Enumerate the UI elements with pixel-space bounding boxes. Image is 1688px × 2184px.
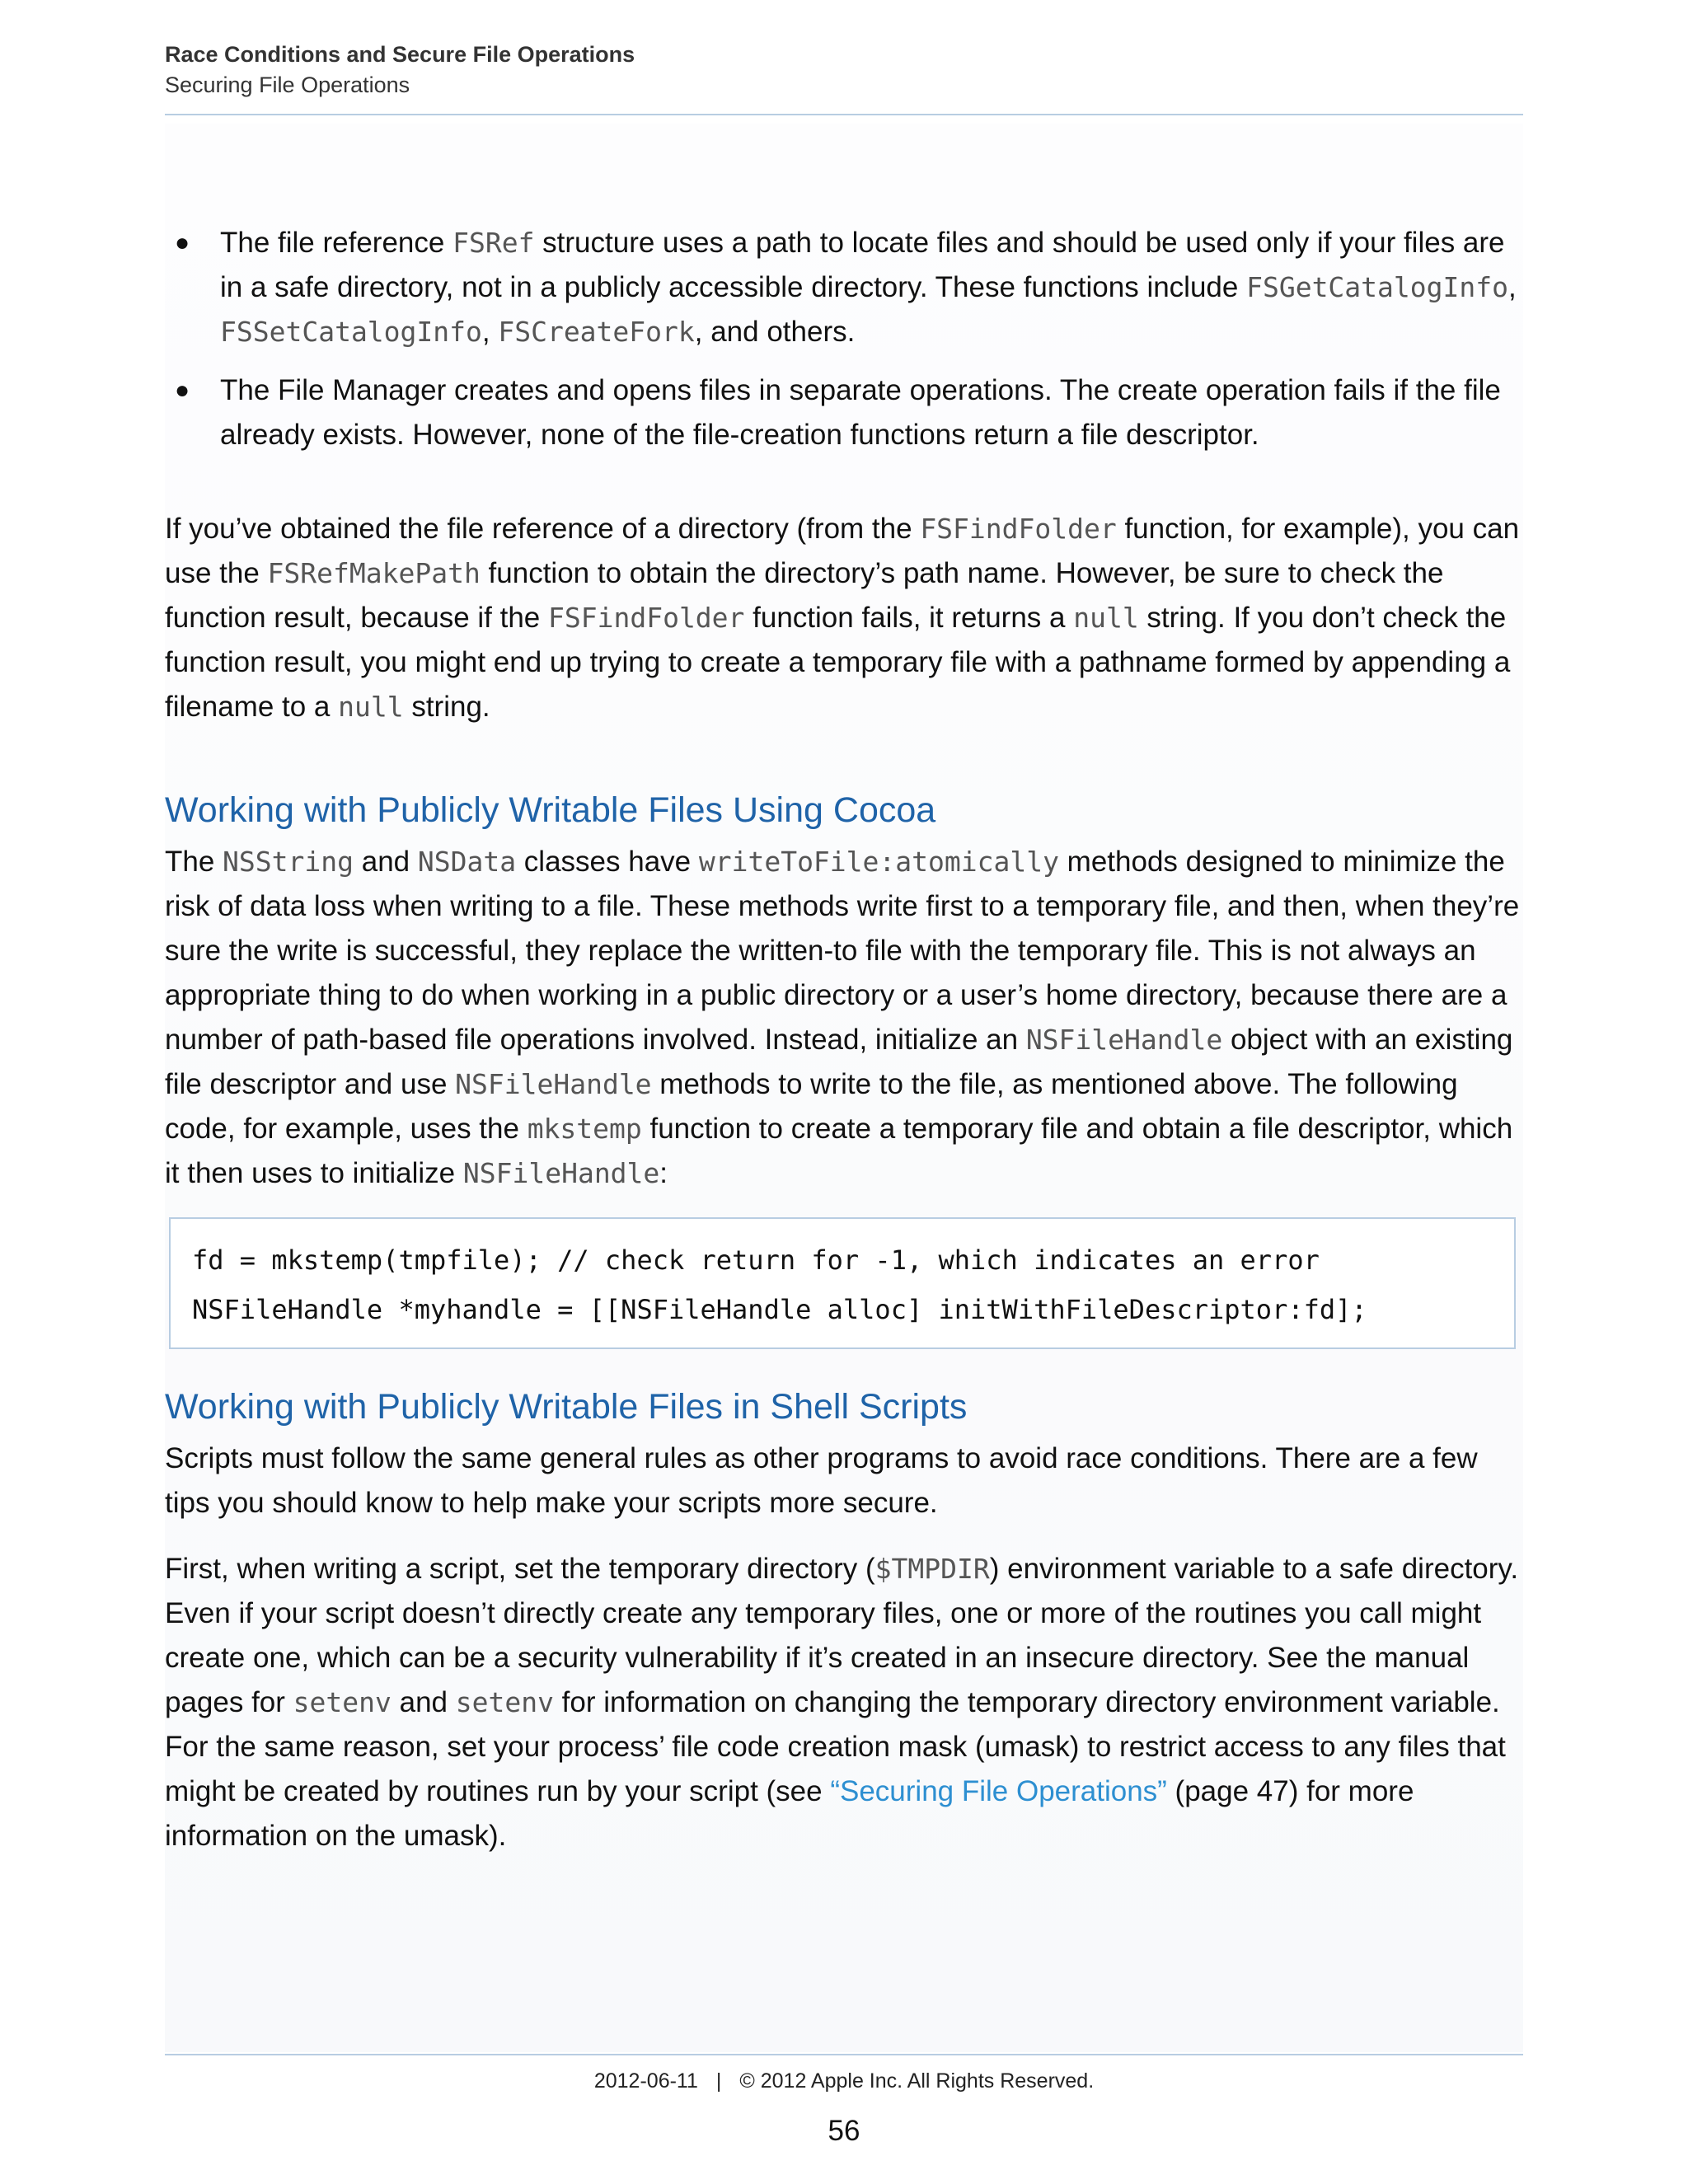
- code-term: $TMPDIR: [874, 1553, 990, 1585]
- footer-copyright: © 2012 Apple Inc. All Rights Reserved.: [739, 2069, 1095, 2093]
- text-run: ,: [1507, 271, 1517, 303]
- text-run: function to create a temporary file and obtain a file descriptor, which it then uses to initialize: [165, 1113, 1513, 1189]
- code-term: FSRef: [452, 227, 535, 259]
- code-term: NSFileHandle: [462, 1157, 660, 1189]
- code-term: FSGetCatalogInfo: [1246, 271, 1508, 303]
- footer-divider: [165, 2054, 1523, 2055]
- text-run: :: [659, 1157, 668, 1189]
- code-term: FSCreateFork: [498, 316, 695, 348]
- footer-date: 2012-06-11: [593, 2069, 698, 2093]
- heading-cocoa: Working with Publicly Writable Files Using Cocoa: [165, 790, 936, 830]
- code-term: setenv: [293, 1686, 392, 1718]
- page-content: [165, 221, 1523, 1858]
- text-run: The file reference: [220, 227, 453, 259]
- code-term: NSFileHandle: [1025, 1024, 1223, 1056]
- footer-separator: |: [715, 2069, 722, 2093]
- running-header: [165, 40, 1523, 101]
- code-term: NSString: [223, 846, 354, 878]
- text-run: methods designed to minimize the risk of data loss when writing to a file. These methods write first to a temporary file, and then, when they’re sure the write is successful, they replace the written-to file with the temporary file. This is not always an appropriate thing to do when working in a public directory or a user’s home directory, because there are a number of path-based file operations involved. Instead, initialize an: [165, 846, 1520, 1056]
- code-term: FSFindFolder: [548, 602, 745, 634]
- text-run: (page 47) for more information on the umask).: [165, 1775, 1414, 1852]
- chapter-title: Race Conditions and Secure File Operations: [165, 42, 635, 67]
- page-footer: [165, 2067, 1523, 2095]
- text-run: ,: [481, 316, 499, 348]
- bullet-list: [165, 221, 1523, 457]
- text-run: classes have: [516, 846, 699, 878]
- text-run: string. If you don’t check the function result, you might end up trying to create a temporary file with a pathname formed by appending a filename to a: [165, 602, 1511, 723]
- text-run: object with an existing file descriptor and use: [165, 1024, 1513, 1100]
- code-line: fd = mkstemp(tmpfile); // check return for -1, which indicates an error: [192, 1244, 1320, 1276]
- list-item: [165, 221, 1523, 354]
- text-run: and: [354, 846, 418, 878]
- paragraph-cocoa: [165, 840, 1523, 1196]
- text-run: for information on changing the temporary directory environment variable. For the same reason, set your process’ file code creation mask (umask) to restrict access to any files that might be created by routines run by your script (see: [165, 1686, 1506, 1807]
- heading-shell-scripts: Working with Publicly Writable Files in Shell Scripts: [165, 1387, 968, 1427]
- cross-reference-link[interactable]: “Securing File Operations”: [830, 1775, 1167, 1807]
- bullet-icon: ●: [175, 377, 190, 404]
- text-run: and: [391, 1686, 456, 1718]
- text-run: methods to write to the file, as mentioned above. The following code, for example, uses the: [165, 1068, 1458, 1145]
- text-run: The: [165, 846, 223, 878]
- section-title: Securing File Operations: [165, 73, 410, 97]
- code-term: mkstemp: [527, 1113, 642, 1145]
- text-run: function fails, it returns a: [744, 602, 1074, 634]
- code-term: FSRefMakePath: [267, 557, 481, 589]
- paragraph-file-reference: [165, 507, 1523, 729]
- text-run: function to obtain the directory’s path name. However, be sure to check the function result, because if the: [165, 557, 1444, 634]
- text-run: string.: [403, 691, 490, 723]
- code-term: null: [338, 691, 404, 723]
- page-number: 56: [828, 2115, 860, 2147]
- text-run: function, for example), you can use the: [165, 513, 1520, 589]
- code-term: FSSetCatalogInfo: [220, 316, 482, 348]
- paragraph-shell-intro: Scripts must follow the same general rules as other programs to avoid race conditions. There are a few tips you should know to help make your scripts more secure.: [165, 1442, 1478, 1519]
- list-item: [165, 368, 1523, 457]
- text-run: First, when writing a script, set the temporary directory (: [165, 1553, 875, 1585]
- header-divider: [165, 114, 1523, 115]
- text-run: ) environment variable to a safe directory. Even if your script doesn’t directly create any temporary files, one or more of the routines you call might create one, which can be a security vulnerability if it’s created in an insecure directory. See the manual pages for: [165, 1553, 1519, 1718]
- code-term: setenv: [455, 1686, 554, 1718]
- text-run: , and others.: [694, 316, 856, 348]
- paragraph-tmpdir: [165, 1547, 1523, 1858]
- code-term: FSFindFolder: [920, 513, 1117, 545]
- code-listing: [169, 1217, 1516, 1349]
- text-run: If you’ve obtained the file reference of a directory (from the: [165, 513, 921, 545]
- text-run: The File Manager creates and opens files in separate operations. The create operation fails if the file already exists. However, none of the file-creation functions return a file descriptor.: [220, 374, 1501, 451]
- code-term: NSData: [417, 846, 517, 878]
- code-term: NSFileHandle: [455, 1068, 652, 1100]
- code-term: null: [1073, 602, 1139, 634]
- text-run: structure uses a path to locate files and should be used only if your files are in a safe directory, not in a publicly accessible directory. These functions include: [220, 227, 1505, 303]
- bullet-icon: ●: [175, 229, 190, 256]
- code-line: NSFileHandle *myhandle = [[NSFileHandle alloc] initWithFileDescriptor:fd];: [192, 1294, 1367, 1325]
- code-term: writeToFile:atomically: [698, 846, 1059, 878]
